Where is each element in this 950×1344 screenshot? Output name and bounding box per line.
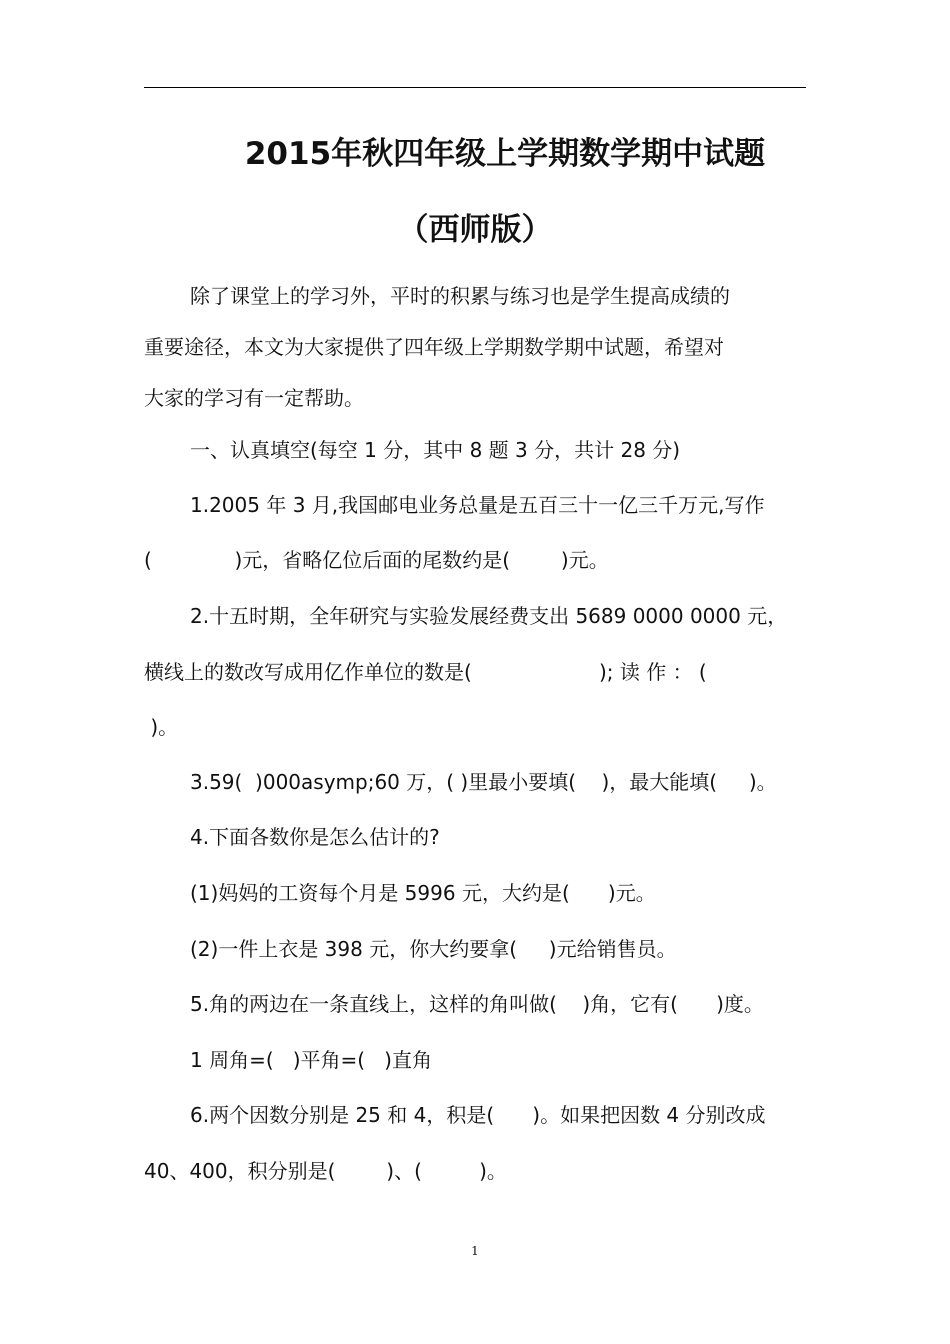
question-line: 1.2005 年 3 月,我国邮电业务总量是五百三十一亿三千万元,写作	[190, 493, 765, 517]
question-line: (2)一件上衣是 398 元，你大约要拿( )元给销售员。	[190, 937, 677, 961]
paragraph-line: 大家的学习有一定帮助。	[144, 386, 364, 410]
question-line: )。	[144, 715, 179, 739]
question-line: 3.59( )000asymp;60 万，( )里最小要填( )，最大能填( )。	[190, 770, 777, 794]
header-rule	[144, 87, 806, 88]
page-number: 1	[471, 1244, 479, 1258]
paragraph-line: 重要途径，本文为大家提供了四年级上学期数学期中试题，希望对	[144, 335, 724, 359]
question-line: 40、400，积分别是( )、( )。	[144, 1159, 507, 1183]
paragraph-line: 除了课堂上的学习外，平时的积累与练习也是学生提高成绩的	[190, 284, 730, 308]
question-line: 5.角的两边在一条直线上，这样的角叫做( )角，它有( )度。	[190, 992, 764, 1016]
question-line: ( )元，省略亿位后面的尾数约是( )元。	[144, 548, 609, 572]
question-line: (1)妈妈的工资每个月是 5996 元，大约是( )元。	[190, 881, 656, 905]
question-line: 6.两个因数分别是 25 和 4，积是( )。如果把因数 4 分别改成	[190, 1103, 766, 1127]
question-line: 2.十五时期，全年研究与实验发展经费支出 5689 0000 0000 元，	[190, 604, 788, 628]
question-line: 横线上的数改写成用亿作单位的数是( ); 读 作 ： (	[144, 660, 707, 684]
document-subtitle: （西师版）	[397, 212, 553, 248]
question-line: 1 周角=( )平角=( )直角	[190, 1048, 432, 1072]
document-title: 2015年秋四年级上学期数学期中试题	[244, 136, 766, 172]
question-line: 4.下面各数你是怎么估计的?	[190, 825, 440, 849]
section-heading: 一、认真填空(每空 1 分，其中 8 题 3 分，共计 28 分)	[190, 438, 681, 462]
